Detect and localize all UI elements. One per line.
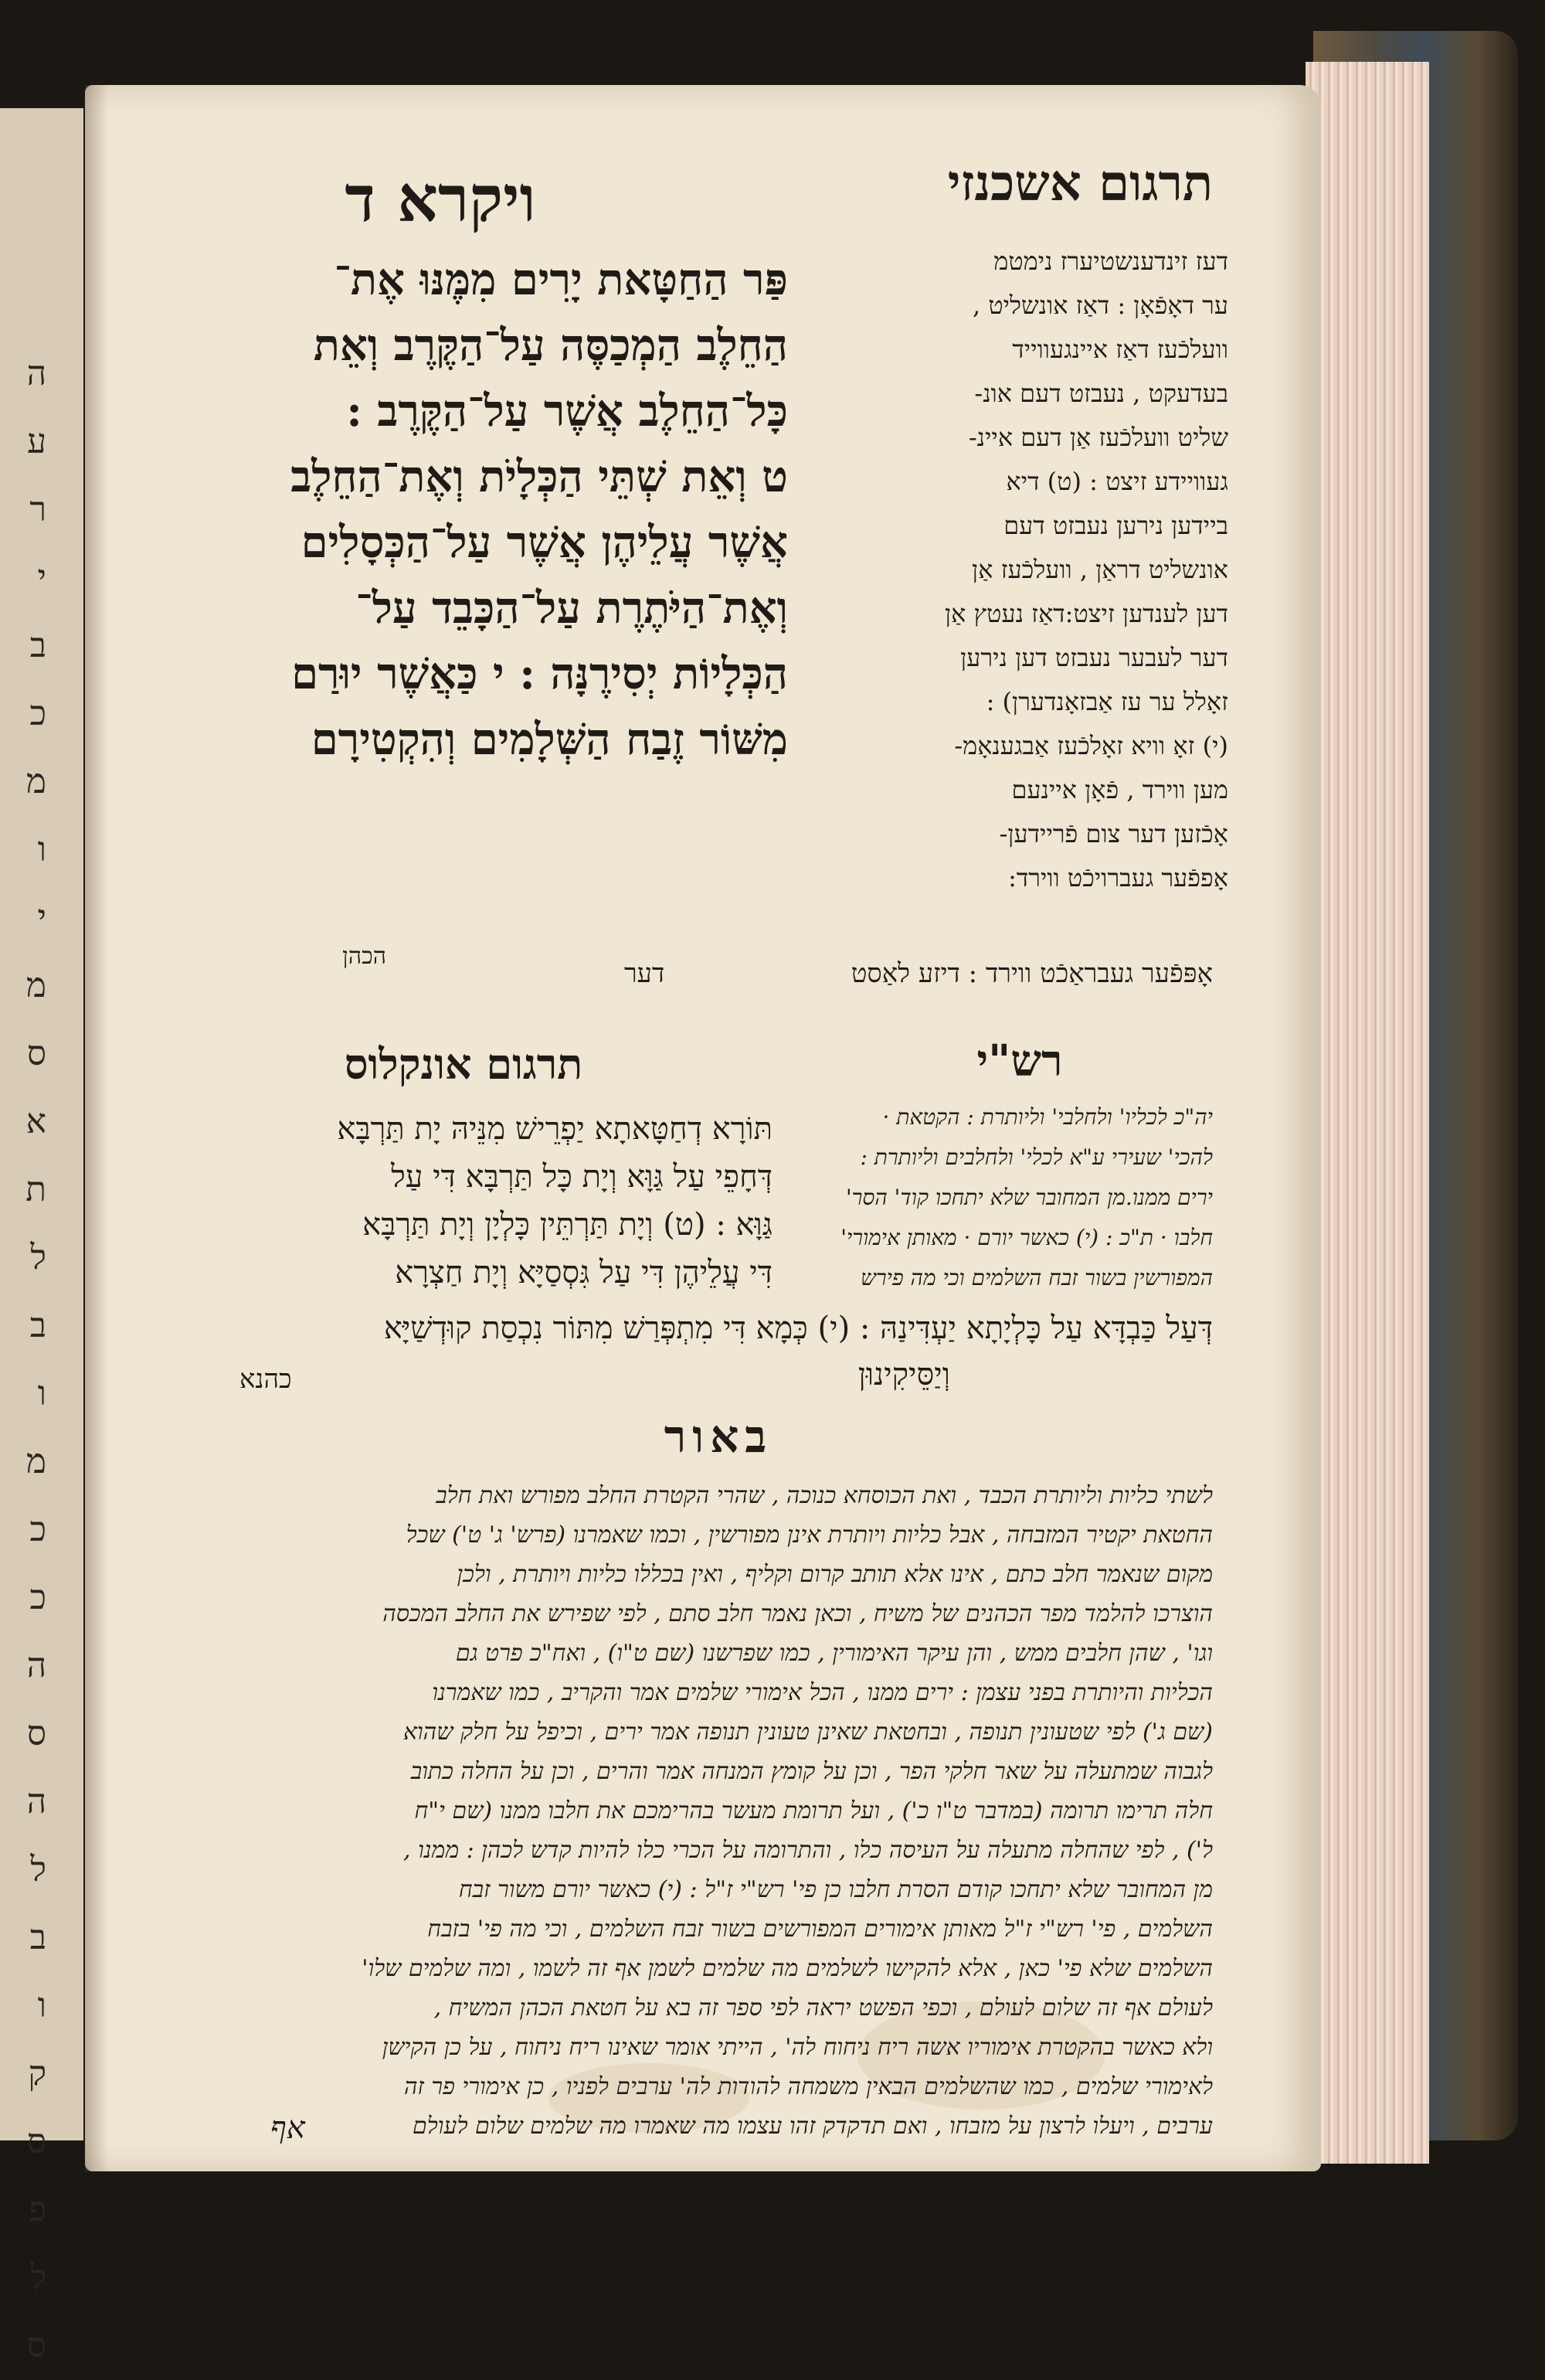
facing-page-letter: א xyxy=(25,1102,46,1141)
biur-line: לעולם אף זה שלום לעולם , וכפי הפשט יראה לפי ספר זה בא על חטאת הכהן המשיח , xyxy=(433,1994,1213,2021)
german-line: געוויידע זיצט : (ט) דיא xyxy=(1006,467,1228,496)
facing-page-letter: מ xyxy=(25,762,46,801)
german-line: מען ווירד , פֿאָן איינעם xyxy=(1011,775,1228,804)
biur-line: ולא כאשר בהקטרת אימוריו אשה ריח ניחוח לה' , הייתי אומר שאינו ריח ניחוח , על כן הקישן xyxy=(382,2034,1213,2061)
biur-line: חלה תרימו תרומה (במדבר ט"ו כ') , ועל תרומת מעשר בהרימכם את חלבו ממנו (שם י"ח xyxy=(414,1797,1213,1824)
hebrew-verse-column xyxy=(178,247,788,773)
german-line: (י) זאָ וויא זאָלכֿעז אַבגענאָמ- xyxy=(954,731,1228,760)
biur-commentary xyxy=(193,1476,1213,2146)
facing-page-letter: ו xyxy=(37,1374,46,1413)
facing-page-letter: ל xyxy=(30,2258,46,2297)
german-continuation: אָפּפֿער געבראַכֿט ווירד : דיזע לאַסט xyxy=(851,958,1213,989)
facing-page-letter: כ xyxy=(29,694,46,733)
rashi-line: המפורשין בשור זבח השלמים וכי מה פירש xyxy=(861,1265,1213,1290)
facing-page-letter: ק xyxy=(28,2054,46,2093)
onkelos-heading: תרגום אונקלוס xyxy=(344,1039,583,1089)
facing-page-letter: ס xyxy=(26,1714,46,1753)
facing-page-letter: ה xyxy=(26,1646,46,1685)
german-line: בעדעקט , נעבזט דעם אונ- xyxy=(974,379,1228,408)
german-line: אָכֿזען דער צום פֿריידען- xyxy=(999,819,1228,848)
facing-page-letter: ב xyxy=(29,1306,46,1345)
german-line: דען לענדען זיצט:דאַז נעטץ אַן xyxy=(944,599,1228,628)
german-line: אונשליט דראַן , וועלכֿעז אַן xyxy=(972,555,1228,584)
biur-line: הוצרכו להלמד מפר הכהנים של משיח , וכאן נאמר חלב סתם , לפי שפירש את החלב המכסה xyxy=(382,1600,1213,1627)
running-header-book-chapter: ויקרא ד xyxy=(345,162,536,236)
verse-line: וְאֶת־הַיֹּתֶרֶת עַל־הַכָּבֵד עַל־ xyxy=(355,583,788,634)
biur-line: השלמים , פי' רש"י ז"ל מאותן אימורים המפורשים בשור זבח השלמים , וכי מה פי' בזבח xyxy=(427,1916,1213,1943)
rashi-heading: רש"י xyxy=(976,1035,1063,1086)
facing-page-letter: פ xyxy=(28,2190,46,2229)
facing-page-letter: ה xyxy=(26,354,46,393)
onkelos-continuation-1: דְּעַל כַּבְדָּא עַל כָּלְיָתָא יַעְדִּינַהּ : (י) כְּמָא דִּי מִתְפְּרַשׁ מִתּוֹר נִכְסַת קוּדְשַׁיָּא xyxy=(383,1311,1213,1346)
onkelos-continuation-2: וְיַסֵּיקִינוּן xyxy=(857,1357,950,1392)
facing-page-letter: ל xyxy=(30,1238,46,1277)
verse-line: אֲשֶׁר עֲלֵיהֶן אֲשֶׁר עַל־הַכְּסָלִים xyxy=(301,517,788,568)
facing-page-letter: ס xyxy=(26,2326,46,2365)
rashi-line: יה"כ לכליו' ולחלבי' וליותרת : הקטאת · xyxy=(882,1104,1213,1130)
facing-page-letter: כ xyxy=(29,1578,46,1617)
facing-page-letter: מ xyxy=(25,966,46,1005)
german-line: ביידען נירען נעבזט דעם xyxy=(1003,511,1228,540)
biur-line: לאימורי שלמים , כמו שהשלמים הבאין משמחה להודות לה' ערבים לפניו , כן אימורי פר זה xyxy=(403,2073,1213,2100)
onkelos-line: דִּי עֲלֵיהֶן דִּי עַל גִּסְסַיָּא וְיָת חַצְרָא xyxy=(395,1255,772,1290)
german-line: זאָלל ער עז אַבזאָנדערן) : xyxy=(986,687,1228,716)
facing-page-letter: ת xyxy=(25,1170,46,1209)
biur-line: לגבוה שמתעלה על שאר חלקי הפר , וכן על קומץ המנחה אמר והרים , וכן על החלה כתוב xyxy=(410,1758,1213,1785)
facing-page xyxy=(0,108,83,2365)
facing-page-letter: ל xyxy=(30,1850,46,1889)
onkelos-line: דְּחָפֵי עַל גַּוָּא וְיָת כָּל תַּרְבָּא דִּי עַל xyxy=(391,1159,772,1195)
running-header-targum-ashkenazi: תרגום אשכנזי xyxy=(947,155,1213,212)
biur-line: הכליות והיותרת בפני עצמן : ירים ממנו , הכל אימורי שלמים אמר והקריב , כמו שאמרנו xyxy=(432,1679,1213,1706)
german-line: שליט וועלכֿעז אַן דעם איינ- xyxy=(968,423,1228,452)
biur-line: השלמים שלא פי' כאן , אלא להקישו לשלמים מה שלמים לשמן אף זה לשמו , ומה שלמים שלו' xyxy=(362,1955,1213,1982)
biur-line: (שם ג') לפי שטעונין תנופה , ובחטאת שאינן טעונין תנופה אמר ירים , וכיפל על חלק שהוא xyxy=(403,1719,1213,1746)
german-catchword: דער xyxy=(623,958,665,989)
verse-line: מִשּׁוֹר זֶבַח הַשְּׁלָמִים וְהִקְטִירָם xyxy=(311,714,788,765)
facing-page-letter: ע xyxy=(27,422,46,461)
rashi-line: להכי' שעירי ע"א לכלי' ולחלבים וליותרת : xyxy=(860,1144,1213,1170)
facing-page-letter: ר xyxy=(29,490,46,529)
verse-line: פַּר הַחַטָּאת יָרִים מִמֶּנּוּ אֶת־ xyxy=(334,254,788,305)
german-translation-column xyxy=(796,240,1228,900)
facing-page-text xyxy=(0,340,46,2365)
onkelos-catchword: כהנא xyxy=(239,1364,292,1395)
german-line: וועלכֿעז דאַז איינגעווייד xyxy=(1012,335,1228,364)
german-continuation-line xyxy=(425,958,1213,989)
rashi-line: ירים ממנו.מן המחובר שלא יתחכו קוד' הסר' xyxy=(845,1185,1213,1210)
facing-page-letter: ב xyxy=(29,1918,46,1957)
rashi-line: חלבו · ת"כ : (י) כאשר יורם · מאותן אימורי' xyxy=(840,1225,1213,1250)
facing-page-letter: כ xyxy=(29,1510,46,1549)
facing-page-letter: ה xyxy=(26,1782,46,1821)
verse-line: ט וְאֵת שְׁתֵּי הַכְּלָיֹת וְאֶת־הַחֵלֶב xyxy=(290,451,788,502)
biur-line: מקום שנאמר חלב כתם , אינו אלא תותב קרום וקליף , ואין בכללו כליות ויותרת , ולכן xyxy=(457,1561,1213,1588)
onkelos-line: גַּוָּא : (ט) וְיָת תַּרְתֵּין כָּלְיָן וְיָת תַּרְבָּא xyxy=(362,1207,772,1243)
german-line: דעז זינדענשטיערז נימטמ xyxy=(993,246,1228,276)
biur-line: וגו' , שהן חלבים ממש , והן עיקר האימורין , כמו שפרשנו (שם ט"ו) , ואח"כ פרט גם xyxy=(455,1640,1213,1667)
verse-catchword: הכהן xyxy=(342,943,386,970)
onkelos-translation xyxy=(232,1105,772,1297)
biur-line: ערבים , ויעלו לרצון על מזבחו , ואם תדקדק זהו עצמו מה שאמרו מה שלמים שלום לעולם xyxy=(413,2113,1213,2140)
biur-line: מן המחובר שלא יתחכו קודם הסרת חלבו כן פי' רש"י ז"ל : (י) כאשר יורם משור זבח xyxy=(458,1876,1213,1903)
facing-page-letter: ס xyxy=(26,2122,46,2161)
book-page xyxy=(85,85,1321,2171)
facing-page-letter: מ xyxy=(25,1442,46,1481)
biur-heading: באור xyxy=(664,1410,773,1463)
biur-line: ל') , לפי שהחלה מתעלה על העיסה כלו , והתרומה על הכרי כלו להיות קדש לכהן : ממנו , xyxy=(403,1837,1213,1864)
facing-page-letter: ו xyxy=(37,830,46,869)
german-line: דער לעבער נעבזט דען נירען xyxy=(960,643,1228,672)
verse-line: הַכְּלָיוֹת יְסִירֶנָּה : י כַּאֲשֶׁר יוּרַם xyxy=(291,648,788,699)
facing-page-letter: ס xyxy=(26,1034,46,1073)
onkelos-line: תּוֹרָא דְחַטָּאתָא יַפְרֵישׁ מִנֵּיהּ יָת תַּרְבָּא xyxy=(337,1111,772,1147)
facing-page-letter: ו xyxy=(37,1986,46,2025)
verse-line: הַחֵלֶב הַמְכַסֶּה עַל־הַקֶּרֶב וְאֵת xyxy=(313,320,788,371)
german-line: ער דאָפֿאָן : דאַז אונשליט , xyxy=(972,291,1228,320)
facing-page-letter: י xyxy=(37,558,46,597)
biur-line: החטאת יקטיר המזבחה , אבל כליות ויותרת אינן מפורשין , וכמו שאמרנו (פרש' ג' ט') שכל xyxy=(406,1522,1213,1549)
german-line: אָפפֿער געברויכֿט ווירד: xyxy=(1008,863,1228,892)
page-catchword: אף xyxy=(270,2110,305,2146)
facing-page-letter: י xyxy=(37,898,46,937)
biur-line: לשתי כליות וליותרת הכבד , ואת הכוסחא כנוכה , שהרי הקטרת החלב מפורש ואת חלב xyxy=(436,1482,1213,1509)
page-edges xyxy=(1306,62,1429,2164)
verse-line: כָּל־הַחֵלֶב אֲשֶׁר עַל־הַקֶּרֶב : xyxy=(346,386,788,437)
facing-page-letter: ב xyxy=(29,626,46,665)
